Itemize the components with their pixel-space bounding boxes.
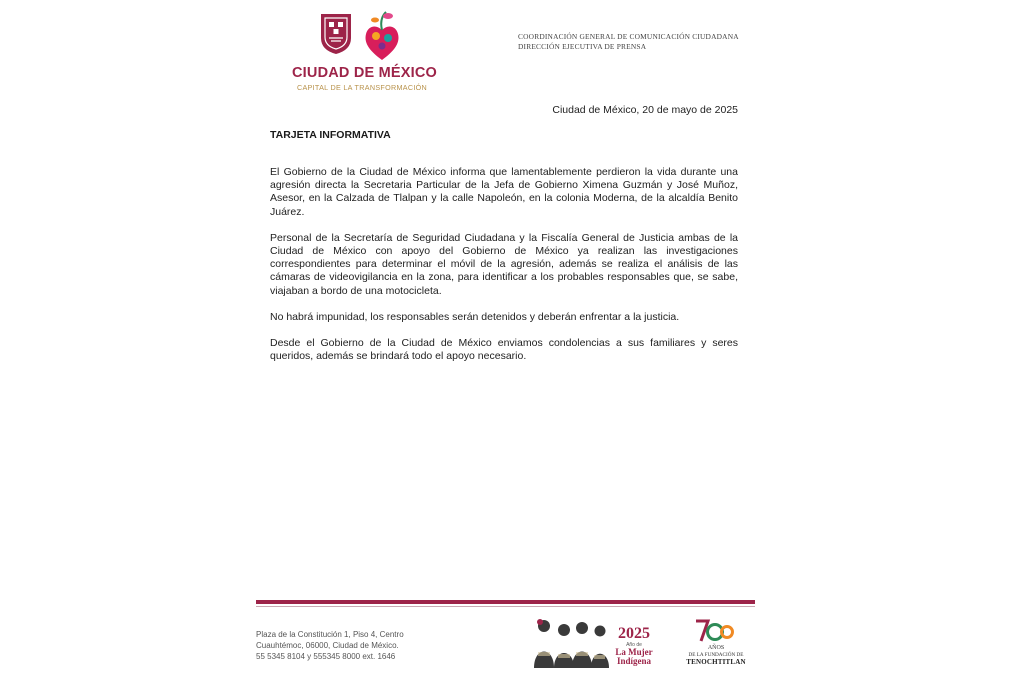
document-title: TARJETA INFORMATIVA [270, 129, 391, 141]
year-number: 2025 [618, 625, 650, 642]
footer-divider-thin [256, 606, 755, 607]
anniversary-caption: DE LA FUNDACIÓN DE [688, 652, 744, 658]
cdmx-shield-icon [319, 12, 353, 56]
paragraph: El Gobierno de la Ciudad de México informa que lamentablemente perdieron la vida durante una agresión directa la Secretaria Particular de la Jefa de Gobierno Ximena Guzmán y José Muñoz, Asesor, en la Calzada de Tlalpan y la calle Napoleón, en la colonia Moderna, de la alcaldía Benito Juárez. [270, 166, 738, 218]
year-badge [612, 626, 656, 666]
anniversary-city: TENOCHTITLAN [686, 658, 746, 666]
brand-subtitle: CAPITAL DE LA TRANSFORMACIÓN [296, 83, 428, 92]
address-line-1: Plaza de la Constitución 1, Piso 4, Centro [256, 630, 404, 639]
paragraph: No habrá impunidad, los responsables serán detenidos y deberán enfrentar a la justicia. [270, 310, 680, 323]
seven-hundred-icon [694, 618, 734, 644]
year-theme-line-1: La Mujer [615, 647, 653, 657]
anniversary-badge [676, 618, 756, 666]
heart-flower-icon [360, 10, 404, 62]
address-line-2: Cuauhtémoc, 06000, Ciudad de México. [256, 641, 399, 650]
anniversary-anos: AÑOS [707, 645, 725, 651]
address-line-3: 55 5345 8104 y 555345 8000 ext. 1646 [256, 652, 396, 661]
indigenous-women-illustration-icon [530, 616, 610, 668]
paragraph: Personal de la Secretaría de Seguridad Ciudadana y la Fiscalía General de Justicia ambas de la Ciudad de México con apoyo del Gobierno de México ya realizan las investigaciones correspondientes para determinar el móvil de la agresión, además se realiza el análisis de las cámaras de videovigilancia en la zona, para identificar a los probables responsables que, se sabe, viajaban a bordo de una motocicleta. [270, 231, 738, 297]
year-caption: Año de [626, 642, 642, 648]
dept-line-2: DIRECCIÓN EJECUTIVA DE PRENSA [518, 42, 647, 51]
footer-divider [256, 600, 755, 604]
dept-line-1: COORDINACIÓN GENERAL DE COMUNICACIÓN CIUDADANA [518, 32, 739, 41]
paragraph: Desde el Gobierno de la Ciudad de México enviamos condolencias a sus familiares y seres queridos, además se brindará todo el apoyo necesario. [270, 337, 738, 363]
footer-address [256, 629, 404, 662]
cdmx-logo [292, 8, 437, 98]
document-date: Ciudad de México, 20 de mayo de 2025 [552, 104, 738, 116]
document-body [270, 166, 738, 376]
department-header [518, 32, 739, 52]
brand-title: CIUDAD DE MÉXICO [292, 65, 437, 81]
year-theme-line-2: Indígena [616, 656, 651, 666]
